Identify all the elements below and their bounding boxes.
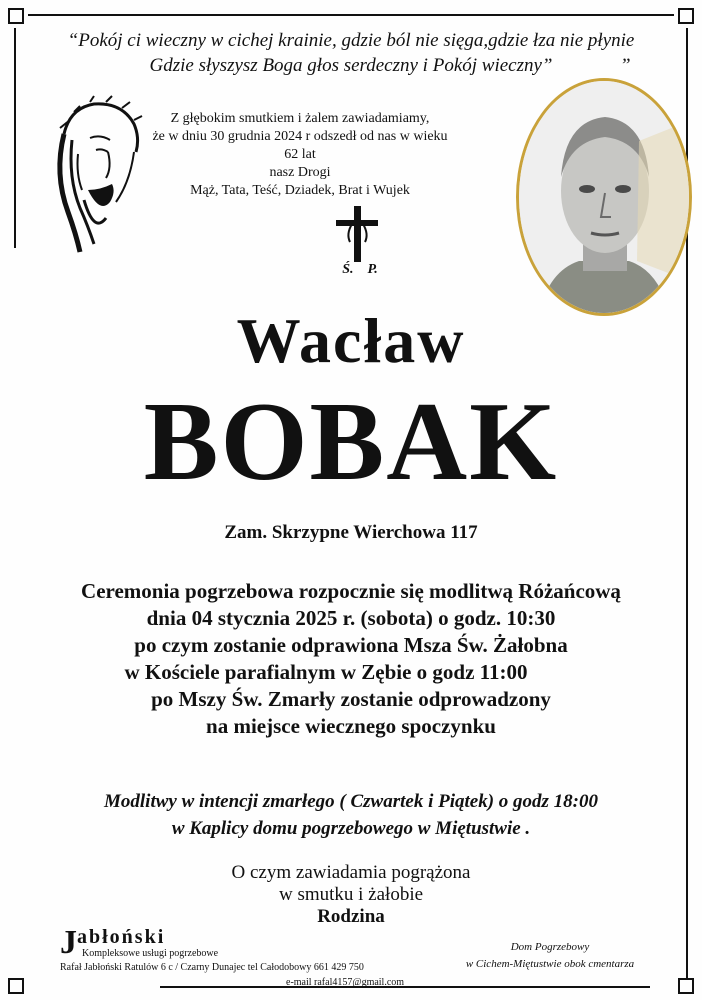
frame-corner-top-right bbox=[678, 8, 694, 24]
frame-corner-bottom-right bbox=[678, 978, 694, 994]
deceased-first-name: Wacław bbox=[236, 305, 466, 376]
intro-line-1: Z głębokim smutkiem i żalem zawiadamiamy, bbox=[170, 111, 430, 126]
intro-line-4: Mąż, Tata, Teść, Dziadek, Brat i Wujek bbox=[190, 183, 410, 198]
company-subtitle: Kompleksowe usługi pogrzebowe bbox=[82, 948, 219, 959]
company-logo-initial: J bbox=[60, 924, 77, 961]
company-logo-name: abłoński bbox=[77, 926, 166, 948]
ceremony-line-2: dnia 04 stycznia 2025 r. (sobota) o godz. 10:30 bbox=[146, 606, 556, 630]
quote-closing-mark: ” bbox=[620, 55, 631, 76]
ceremony-details bbox=[0, 578, 702, 740]
closing-line-3: Rodzina bbox=[317, 906, 385, 927]
deceased-surname: BOBAK bbox=[143, 380, 559, 504]
deceased-portrait bbox=[516, 78, 692, 316]
funeral-home-line-2: w Cichem-Miętustwie obok cmentarza bbox=[465, 958, 635, 970]
ceremony-line-4: w Kościele parafialnym w Zębie o godz 11:00 bbox=[124, 660, 528, 684]
deceased-address: Zam. Skrzypne Wierchowa 117 bbox=[224, 522, 478, 543]
cross-icon bbox=[334, 206, 380, 262]
intro-line-2: że w dniu 30 grudnia 2024 r odszedł od nas w wieku 62 lat bbox=[152, 129, 448, 162]
frame-top-line bbox=[28, 14, 674, 16]
quote-line-1: “Pokój ci wieczny w cichej krainie, gdzie ból nie sięga,gdzie łza nie płynie bbox=[67, 30, 635, 51]
company-email: e-mail rafal4157@gmail.com bbox=[286, 977, 405, 988]
ceremony-line-6: na miejsce wiecznego spoczynku bbox=[206, 714, 496, 738]
frame-bottom-line bbox=[160, 986, 650, 988]
swiety-pamieci-label: Ś. P. bbox=[342, 262, 378, 277]
company-address: Rafał Jabłoński Ratulów 6 c / Czarny Dunajec tel Całodobowy 661 429 750 bbox=[60, 962, 364, 973]
ceremony-line-3: po czym zostanie odprawiona Msza Św. Żałobna bbox=[134, 633, 568, 657]
frame-corner-bottom-left bbox=[8, 978, 24, 994]
prayer-line-2: w Kaplicy domu pogrzebowego w Miętustwie . bbox=[171, 818, 531, 839]
quote-line-2: Gdzie słyszysz Boga głos serdeczny i Pokój wieczny” bbox=[149, 55, 553, 76]
closing-note bbox=[0, 862, 702, 928]
closing-line-1: O czym zawiadamia pogrążona bbox=[231, 862, 471, 883]
christ-head-illustration bbox=[50, 94, 146, 256]
intro-line-3: nasz Drogi bbox=[269, 165, 331, 180]
prayer-line-1: Modlitwy w intencji zmarłego ( Czwartek i Piątek) o godz 18:00 bbox=[104, 791, 598, 812]
prayer-details bbox=[0, 788, 702, 842]
closing-line-2: w smutku i żałobie bbox=[278, 884, 424, 905]
epitaph-quote bbox=[0, 28, 702, 78]
announcement-intro bbox=[150, 110, 450, 200]
ceremony-line-5: po Mszy Św. Zmarły zostanie odprowadzony bbox=[151, 687, 551, 711]
ceremony-line-1: Ceremonia pogrzebowa rozpocznie się modlitwą Różańcową bbox=[81, 579, 621, 603]
funeral-home-line-1: Dom Pogrzebowy bbox=[510, 941, 590, 953]
frame-corner-top-left bbox=[8, 8, 24, 24]
